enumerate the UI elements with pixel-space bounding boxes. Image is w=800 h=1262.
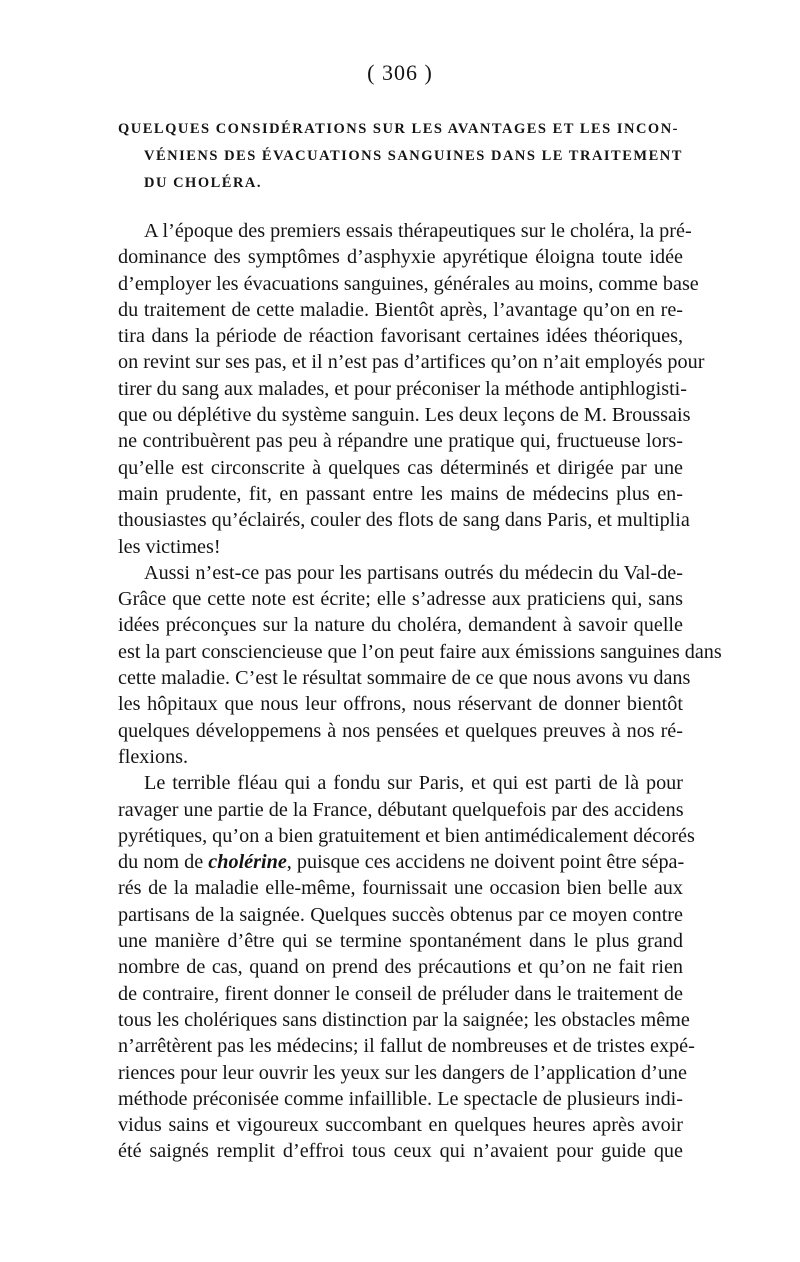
text-line: les hôpitaux que nous leur offrons, nous réservant de donner bientôt: [118, 693, 683, 716]
text-line: riences pour leur ouvrir les yeux sur les dangers de l’application d’une: [118, 1061, 687, 1084]
text-line: d’employer les évacuations sanguines, générales au moins, comme base: [118, 272, 699, 295]
text-line: idées préconçues sur la nature du choléra, demandent à savoir quelle: [118, 614, 683, 637]
text-line: les victimes!: [118, 535, 221, 558]
text-line: que ou déplétive du système sanguin. Les deux leçons de M. Broussais: [118, 404, 691, 427]
text-line: quelques développemens à nos pensées et quelques preuves à nos ré-: [118, 719, 683, 742]
text-line: dominance des symptômes d’asphyxie apyrétique éloigna toute idée: [118, 246, 683, 269]
text-line: pyrétiques, qu’on a bien gratuitement et bien antimédicalement décorés: [118, 824, 695, 847]
section-heading: [118, 116, 683, 197]
italic-term: cholérine: [208, 851, 287, 874]
text-line: Grâce que cette note est écrite; elle s’adresse aux praticiens qui, sans: [118, 588, 683, 611]
text-line: n’arrêtèrent pas les médecins; il fallut de nombreuses et de tristes expé-: [118, 1035, 695, 1058]
text-line: tirer du sang aux malades, et pour préconiser la méthode antiphlogisti-: [118, 377, 688, 400]
text-line: est la part consciencieuse que l’on peut faire aux émissions sanguines dans: [118, 640, 722, 663]
heading-line: QUELQUES CONSIDÉRATIONS SUR LES AVANTAGES ET LES INCON-: [118, 121, 680, 137]
paragraph: [118, 560, 722, 770]
text-line: méthode préconisée comme infaillible. Le spectacle de plusieurs indi-: [118, 1087, 683, 1110]
text-line: du traitement de cette maladie. Bientôt après, l’avantage qu’on en re-: [118, 298, 683, 321]
paragraph: [118, 770, 695, 1164]
text-line: qu’elle est circonscrite à quelques cas déterminés et dirigée par une: [118, 456, 683, 479]
text-line: main prudente, fit, en passant entre les mains de médecins plus en-: [118, 482, 683, 505]
text-line: rés de la maladie elle-même, fournissait une occasion bien belle aux: [118, 877, 683, 900]
text-line: nombre de cas, quand on prend des précautions et qu’on ne fait rien: [118, 956, 683, 979]
paragraph: [118, 218, 705, 560]
text-line: A l’époque des premiers essais thérapeutiques sur le choléra, la pré-: [144, 220, 692, 242]
text-line: cette maladie. C’est le résultat sommaire de ce que nous avons vu dans: [118, 667, 691, 690]
text-line: Aussi n’est-ce pas pour les partisans outrés du médecin du Val-de-: [144, 561, 683, 584]
text-line: une manière d’être qui se termine spontanément dans le plus grand: [118, 930, 683, 953]
text-line: on revint sur ses pas, et il n’est pas d’artifices qu’on n’ait employés pour: [118, 351, 705, 374]
body-text: [118, 218, 722, 1165]
text-line: ne contribuèrent pas peu à répandre une pratique qui, fructueuse lors-: [118, 430, 683, 453]
text-line: ravager une partie de la France, débutant quelquefois par des accidens: [118, 798, 684, 821]
heading-line: DU CHOLÉRA.: [144, 175, 263, 191]
text-line: flexions.: [118, 745, 189, 768]
text-line: vidus sains et vigoureux succombant en quelques heures après avoir: [118, 1114, 683, 1137]
text-line: tous les cholériques sans distinction par la saignée; les obstacles même: [118, 1008, 690, 1031]
text-line: thousiastes qu’éclairés, couler des flots de sang dans Paris, et multiplia: [118, 509, 690, 532]
text-line: de contraire, firent donner le conseil de préluder dans le traitement de: [118, 982, 683, 1005]
text-line: Le terrible fléau qui a fondu sur Paris, et qui est parti de là pour: [144, 772, 683, 795]
page-number: ( 306 ): [367, 60, 433, 85]
text-line: du nom de cholérine, puisque ces accidens ne doivent point être sépa-: [118, 851, 685, 874]
text-line: tira dans la période de réaction favorisant certaines idées théoriques,: [118, 325, 683, 348]
text-line: partisans de la saignée. Quelques succès obtenus par ce moyen contre: [118, 903, 683, 926]
text-line: été saignés remplit d’effroi tous ceux qui n’avaient pour guide que: [118, 1140, 683, 1163]
heading-line: VÉNIENS DES ÉVACUATIONS SANGUINES DANS LE TRAITEMENT: [144, 148, 683, 164]
